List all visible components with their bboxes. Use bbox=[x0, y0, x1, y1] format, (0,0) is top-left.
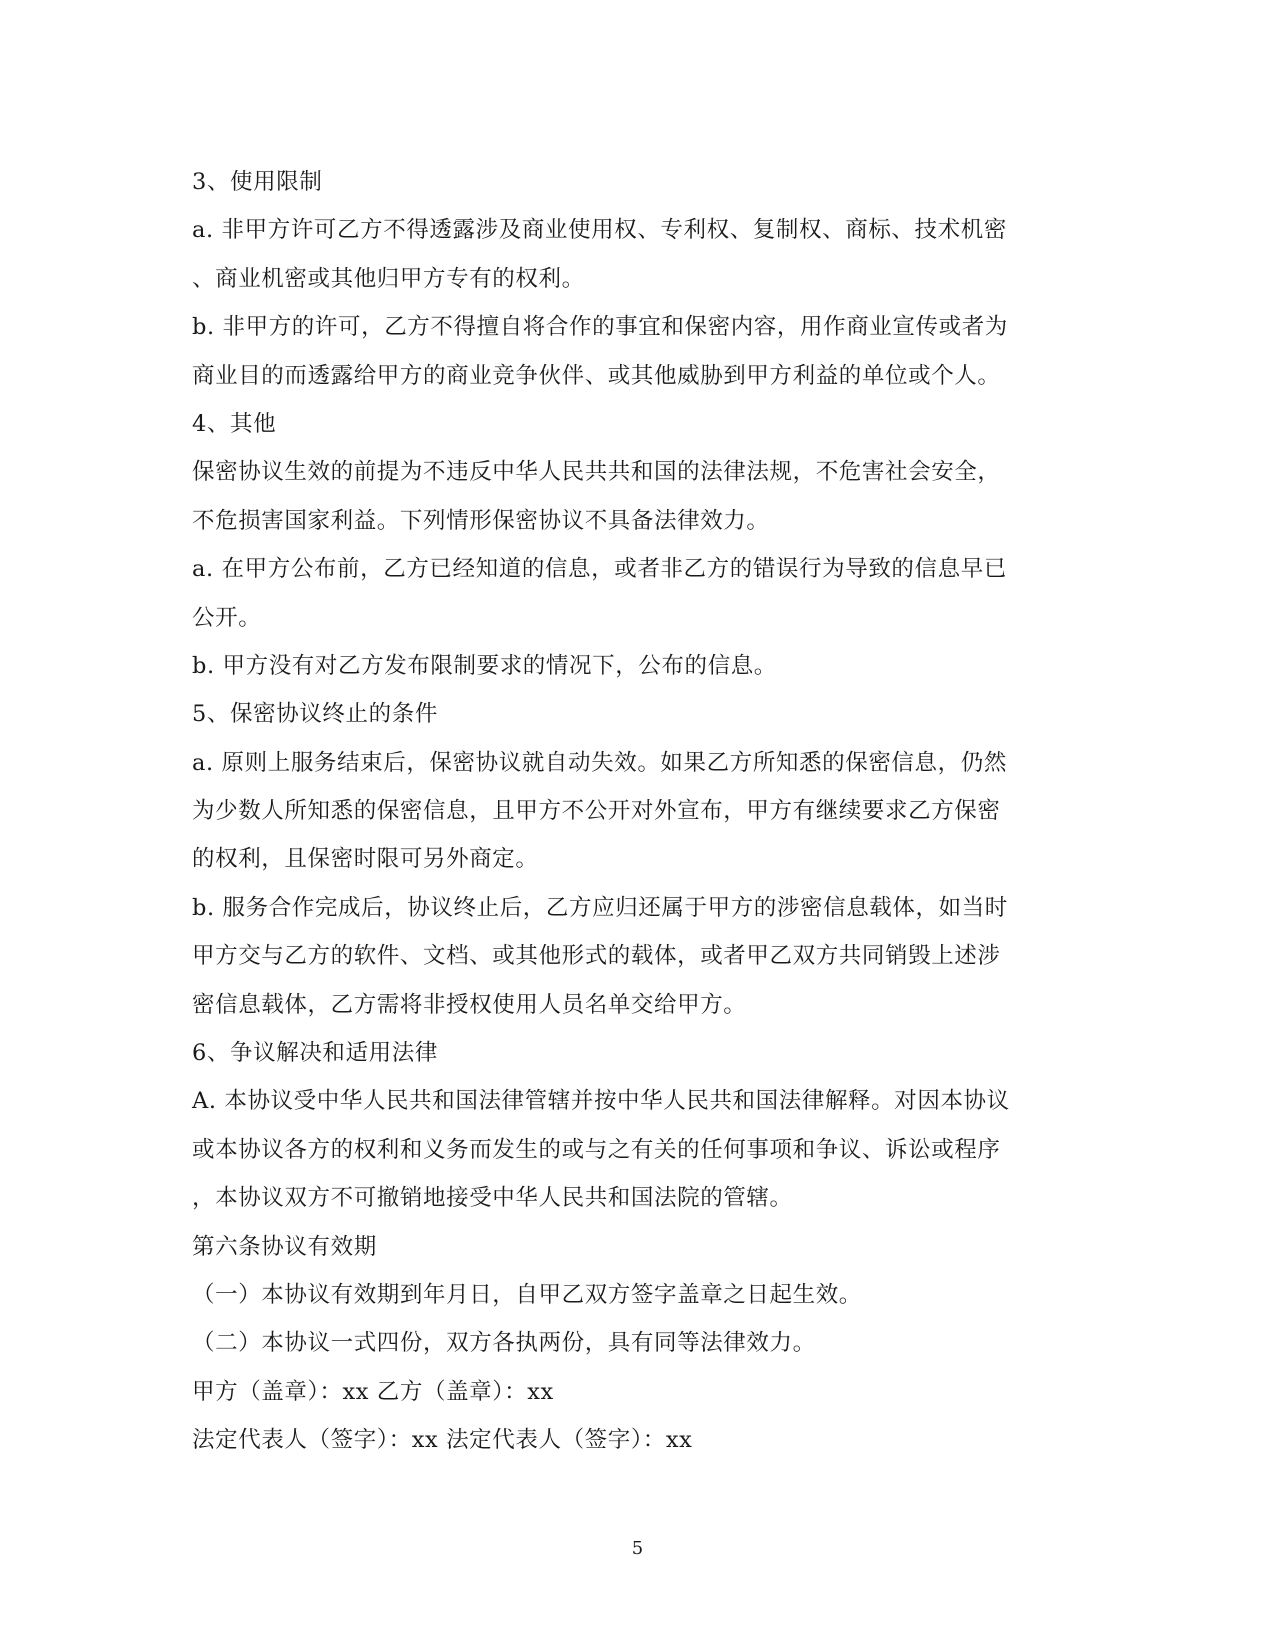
body-line: 公开。 bbox=[192, 604, 262, 631]
signature-line-representative: 法定代表人（签字）：xx 法定代表人（签字）：xx bbox=[192, 1427, 693, 1454]
body-line: （二）本协议一式四份，双方各执两份，具有同等法律效力。 bbox=[192, 1330, 816, 1357]
body-line: 或本协议各方的权利和义务而发生的或与之有关的任何事项和争议、诉讼或程序 bbox=[192, 1136, 1001, 1163]
body-line: 保密协议生效的前提为不违反中华人民共共和国的法律法规，不危害社会安全， bbox=[192, 459, 1001, 486]
signature-line-seal: 甲方（盖章）：xx 乙方（盖章）：xx bbox=[192, 1378, 554, 1405]
body-line: 不危损害国家利益。下列情形保密协议不具备法律效力。 bbox=[192, 507, 770, 534]
body-line: 甲方交与乙方的软件、文档、或其他形式的载体，或者甲乙双方共同销毁上述涉 bbox=[192, 943, 1001, 970]
body-line: （一）本协议有效期到年月日，自甲乙双方签字盖章之日起生效。 bbox=[192, 1281, 862, 1308]
body-line: b. 服务合作完成后，协议终止后，乙方应归还属于甲方的涉密信息载体，如当时 bbox=[192, 894, 1008, 921]
body-line: 商业目的而透露给甲方的商业竞争伙伴、或其他威胁到甲方利益的单位或个人。 bbox=[192, 362, 1001, 389]
document-body bbox=[192, 158, 1072, 1465]
body-line: 密信息载体，乙方需将非授权使用人员名单交给甲方。 bbox=[192, 991, 747, 1018]
body-line: 、商业机密或其他归甲方专有的权利。 bbox=[192, 265, 585, 292]
section-heading-5: 5、保密协议终止的条件 bbox=[192, 701, 438, 728]
body-line: a. 在甲方公布前，乙方已经知道的信息，或者非乙方的错误行为导致的信息早已 bbox=[192, 556, 1007, 583]
body-line: a. 非甲方许可乙方不得透露涉及商业使用权、专利权、复制权、商标、技术机密 bbox=[192, 217, 1007, 244]
page-number: 5 bbox=[631, 1538, 644, 1559]
section-heading-4: 4、其他 bbox=[192, 410, 277, 437]
body-line: b. 非甲方的许可，乙方不得擅自将合作的事宜和保密内容，用作商业宣传或者为 bbox=[192, 314, 1008, 341]
article-heading: 第六条协议有效期 bbox=[192, 1233, 377, 1260]
body-line: 的权利，且保密时限可另外商定。 bbox=[192, 846, 539, 873]
section-heading-3: 3、使用限制 bbox=[192, 169, 323, 195]
body-line: ，本协议双方不可撤销地接受中华人民共和国法院的管辖。 bbox=[192, 1185, 793, 1212]
body-line: A. 本协议受中华人民共和国法律管辖并按中华人民共和国法律解释。对因本协议 bbox=[192, 1088, 1010, 1115]
body-line: b. 甲方没有对乙方发布限制要求的情况下，公布的信息。 bbox=[192, 652, 777, 679]
body-line: a. 原则上服务结束后，保密协议就自动失效。如果乙方所知悉的保密信息，仍然 bbox=[192, 749, 1007, 776]
body-line: 为少数人所知悉的保密信息，且甲方不公开对外宣布，甲方有继续要求乙方保密 bbox=[192, 798, 1001, 825]
section-heading-6: 6、争议解决和适用法律 bbox=[192, 1040, 438, 1067]
